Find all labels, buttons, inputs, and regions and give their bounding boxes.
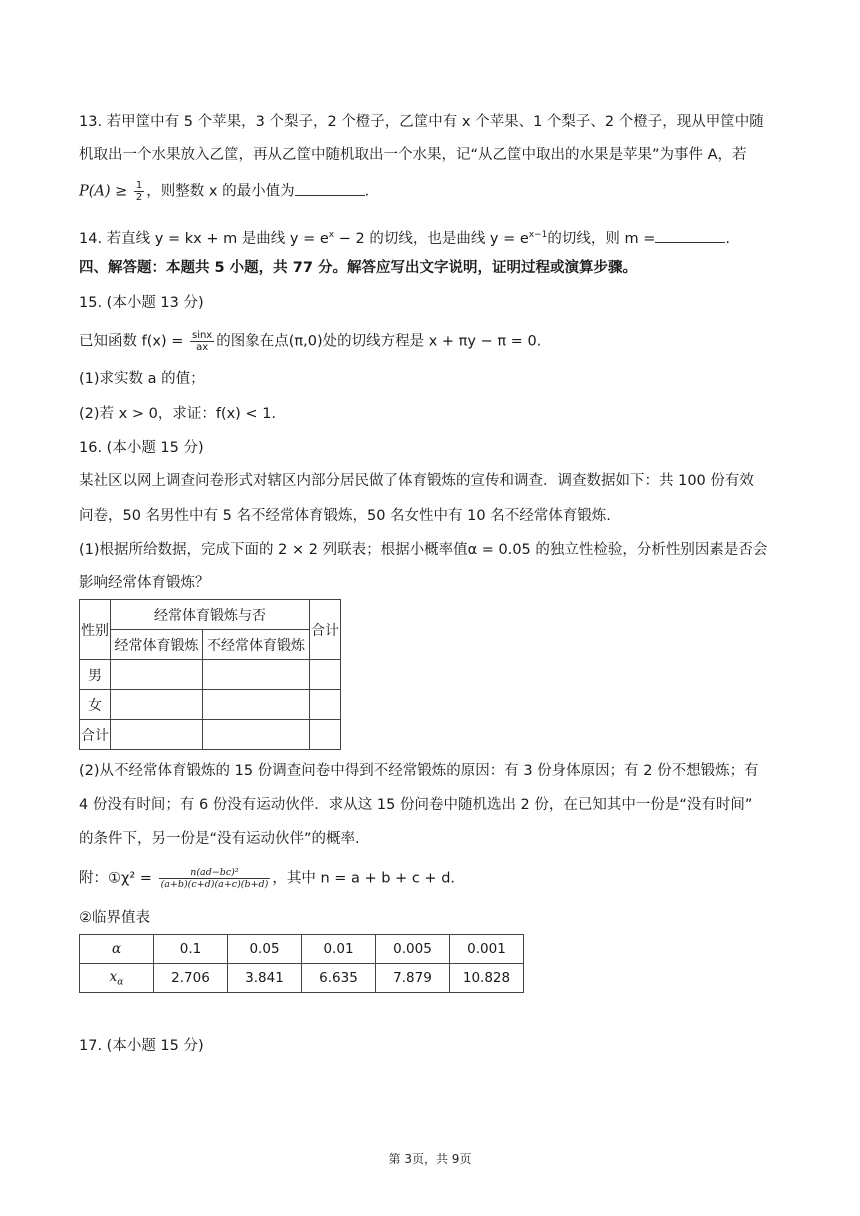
ctable-row-male: 男 [80,660,111,690]
q13-line2: 机取出一个水果放入乙筐，再从乙筐中随机取出一个水果，记“从乙筐中取出的水果是苹果”为事件 A，若 [79,147,747,163]
chi-square-num: n(ad−bc)² [159,867,271,879]
q17-header: 17. (本小题 15 分) [79,1038,204,1054]
page-footer: 第 3页，共 9页 [388,1152,472,1166]
contingency-table [79,599,341,750]
q16-part2-c: 的条件下，另一份是“没有运动伙伴”的概率. [79,831,360,847]
ctable-total-header: 合计 [310,600,341,660]
ctable-row-total: 合计 [80,720,111,750]
q14-sup1: x [328,230,335,240]
ctable-cell [111,660,203,690]
q15-stem [79,330,781,353]
q15-header: 15. (本小题 13 分) [79,295,204,311]
ctable-gender-header: 性别 [80,600,111,660]
q14-line: 14. 若直线 y = kx + m 是曲线 $y = e^x - 2$ 的切线，也是曲线 $y = e^{x-1}$的切线，则 m = . [79,224,781,250]
vtable-value: 2.706 [154,964,228,993]
q14-part2: − 2 的切线，也是曲线 y = e [334,230,529,247]
vtable-x-symbol: x [109,968,118,985]
q13-line3: P(A) ≥ $\frac{1}{2}$ ，则整数 x 的最小值为 . [79,180,370,203]
q15-fraction [190,330,214,353]
chi-square-fraction [159,867,271,890]
q15-fraction-num: sinx [191,330,213,341]
ctable-regular-header: 经常体育锻炼 [111,630,203,660]
vtable-alpha-label: α [80,935,154,964]
chi-square-den: (a+b)(c+d)(a+c)(b+d) [160,879,269,890]
q15-part1: (1)求实数 a 的值； [79,371,205,387]
vtable-alpha: 0.005 [376,935,450,964]
vtable-value: 7.879 [376,964,450,993]
ctable-cell [310,690,341,720]
ctable-cell [310,720,341,750]
q16-stem1: 某社区以网上调查问卷形式对辖区内部分居民做了体育锻炼的宣传和调查．调查数据如下：共 100 份有效 [79,473,754,489]
q13-pa-expression: P(A) ≥ [79,183,128,200]
q13-line1: 13. 若甲筐中有 5 个苹果，3 个梨子，2 个橙子，乙筐中有 x 个苹果、1 个梨子、2 个橙子，现从甲筐中随 [79,114,764,130]
appendix-left: 附：①χ² = [79,870,152,887]
ctable-cell [111,690,203,720]
ctable-cell [203,720,310,750]
vtable-value: 10.828 [450,964,524,993]
q14-part1: 14. 若直线 y = kx + m 是曲线 y = e [79,230,329,247]
critical-table-title: ②临界值表 [79,910,150,926]
ctable-group-header: 经常体育锻炼与否 [111,600,310,630]
q16-appendix [79,867,781,890]
ctable-cell [203,660,310,690]
vtable-x-subscript: α [117,977,124,988]
q16-part1-b: 影响经常体育锻炼？ [79,575,210,591]
q14-part3: 的切线，则 m = [547,230,656,247]
vtable-value: 6.635 [302,964,376,993]
vtable-alpha: 0.1 [154,935,228,964]
q15-stem-right: 的图象在点(π,0)处的切线方程是 x + πy − π = 0. [216,333,542,350]
q13-fraction-num: 1 [135,180,143,191]
q15-part2: (2)若 x > 0，求证：f(x) < 1. [79,406,277,422]
q15-stem-left: 已知函数 f(x) = [79,333,184,350]
q16-part2-b: 4 份没有时间；有 6 份没有运动伙伴．求从这 15 份问卷中随机选出 2 份，在已知其中一份是“没有时间” [79,797,753,813]
q13-fraction-den: 2 [135,192,143,203]
vtable-alpha: 0.001 [450,935,524,964]
q13-line3-text: ，则整数 x 的最小值为 [146,183,295,200]
q14-sup2: x−1 [528,230,548,240]
q16-header: 16. (本小题 15 分) [79,440,204,456]
section-four-heading: 四、解答题：本题共 5 小题，共 77 分。解答应写出文字说明，证明过程或演算步骤。 [79,260,637,276]
ctable-irregular-header: 不经常体育锻炼 [203,630,310,660]
ctable-row-female: 女 [80,690,111,720]
vtable-alpha: 0.01 [302,935,376,964]
q16-part1-a: (1)根据所给数据，完成下面的 2 × 2 列联表；根据小概率值α = 0.05 的独立性检验，分析性别因素是否会 [79,542,768,558]
q13-fraction [134,180,144,203]
vtable-alpha: 0.05 [228,935,302,964]
appendix-right: ，其中 n = a + b + c + d. [272,870,456,887]
q15-fraction-den: ax [196,342,209,353]
vtable-x-label [80,964,154,993]
critical-value-table [79,934,524,993]
ctable-cell [111,720,203,750]
ctable-cell [203,690,310,720]
q13-answer-blank [295,181,365,196]
ctable-cell [310,660,341,690]
vtable-value: 3.841 [228,964,302,993]
q16-stem2: 问卷，50 名男性中有 5 名不经常体育锻炼，50 名女性中有 10 名不经常体育锻炼. [79,508,611,524]
q16-part2-a: (2)从不经常体育锻炼的 15 份调查问卷中得到不经常锻炼的原因：有 3 份身体原因；有 2 份不想锻炼；有 [79,763,759,779]
q14-answer-blank [655,228,725,243]
